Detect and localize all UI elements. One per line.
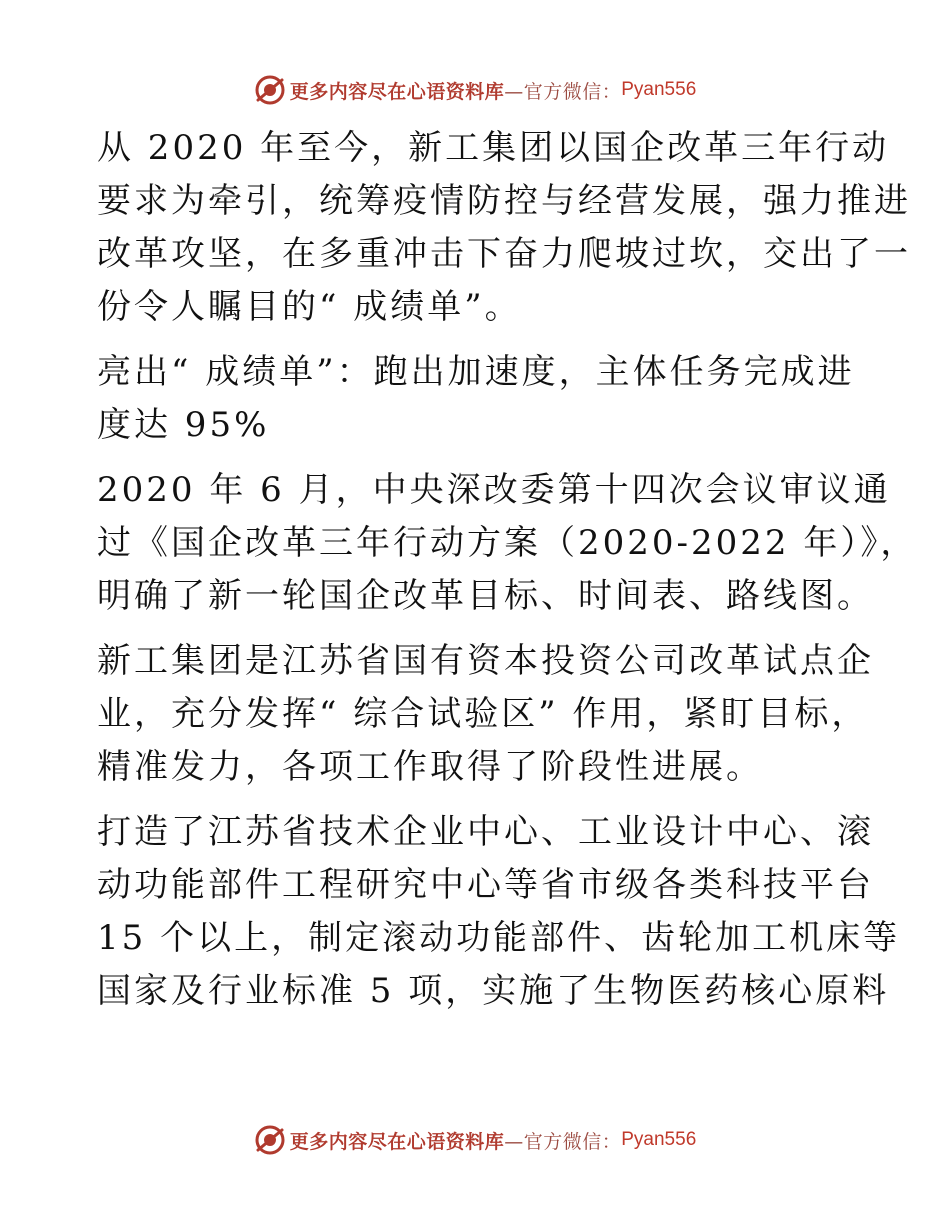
paragraph-line: 度达 95% xyxy=(97,405,270,445)
paragraph-line: 从 2020 年至今，新工集团以国企改革三年行动 xyxy=(97,128,890,168)
paragraph-4 xyxy=(97,635,874,794)
paragraph-line: 明确了新一轮国企改革目标、时间表、路线图。 xyxy=(97,576,874,616)
watermark-logo-icon xyxy=(254,74,286,106)
watermark-id-text: Pyan556 xyxy=(621,79,697,100)
watermark-main-text: 更多内容尽在心语资料库 xyxy=(289,80,505,103)
paragraph-line: 改革攻坚，在多重冲击下奋力爬坡过坎，交出了一 xyxy=(97,234,911,274)
paragraph-line: 新工集团是江苏省国有资本投资公司改革试点企 xyxy=(97,641,874,681)
paragraph-line: 动功能部件工程研究中心等省市级各类科技平台 xyxy=(97,865,874,905)
paragraph-line: 业，充分发挥“ 综合试验区” 作用，紧盯目标， xyxy=(97,694,869,734)
paragraph-2-heading xyxy=(97,346,857,452)
paragraph-line: 精准发力，各项工作取得了阶段性进展。 xyxy=(97,747,763,787)
watermark-separator-text: —官方微信： xyxy=(504,80,622,103)
paragraph-line: 15 个以上，制定滚动功能部件、齿轮加工机床等 xyxy=(97,918,901,958)
watermark-main-text: 更多内容尽在心语资料库 xyxy=(289,1130,505,1153)
paragraph-3 xyxy=(97,464,918,623)
paragraph-line: 打造了江苏省技术企业中心、工业设计中心、滚 xyxy=(97,812,874,852)
paragraph-line: 份令人瞩目的“ 成绩单”。 xyxy=(97,287,522,327)
footer-watermark xyxy=(0,1120,950,1160)
watermark-id-text: Pyan556 xyxy=(621,1129,697,1150)
paragraph-line: 亮出“ 成绩单”：跑出加速度，主体任务完成进 xyxy=(97,352,855,392)
document-body xyxy=(97,122,918,1030)
header-watermark xyxy=(0,70,950,110)
paragraph-line: 要求为牵引，统筹疫情防控与经营发展，强力推进 xyxy=(97,181,911,221)
watermark-separator-text: —官方微信： xyxy=(504,1130,622,1153)
paragraph-5 xyxy=(97,806,901,1018)
paragraph-line: 2020 年 6 月，中央深改委第十四次会议审议通 xyxy=(97,470,891,510)
paragraph-line: 国家及行业标准 5 项，实施了生物医药核心原料 xyxy=(97,971,890,1011)
paragraph-line: 过《国企改革三年行动方案（2020-2022 年）》， xyxy=(97,523,918,563)
watermark-logo-icon xyxy=(254,1124,286,1156)
paragraph-1 xyxy=(97,122,911,334)
